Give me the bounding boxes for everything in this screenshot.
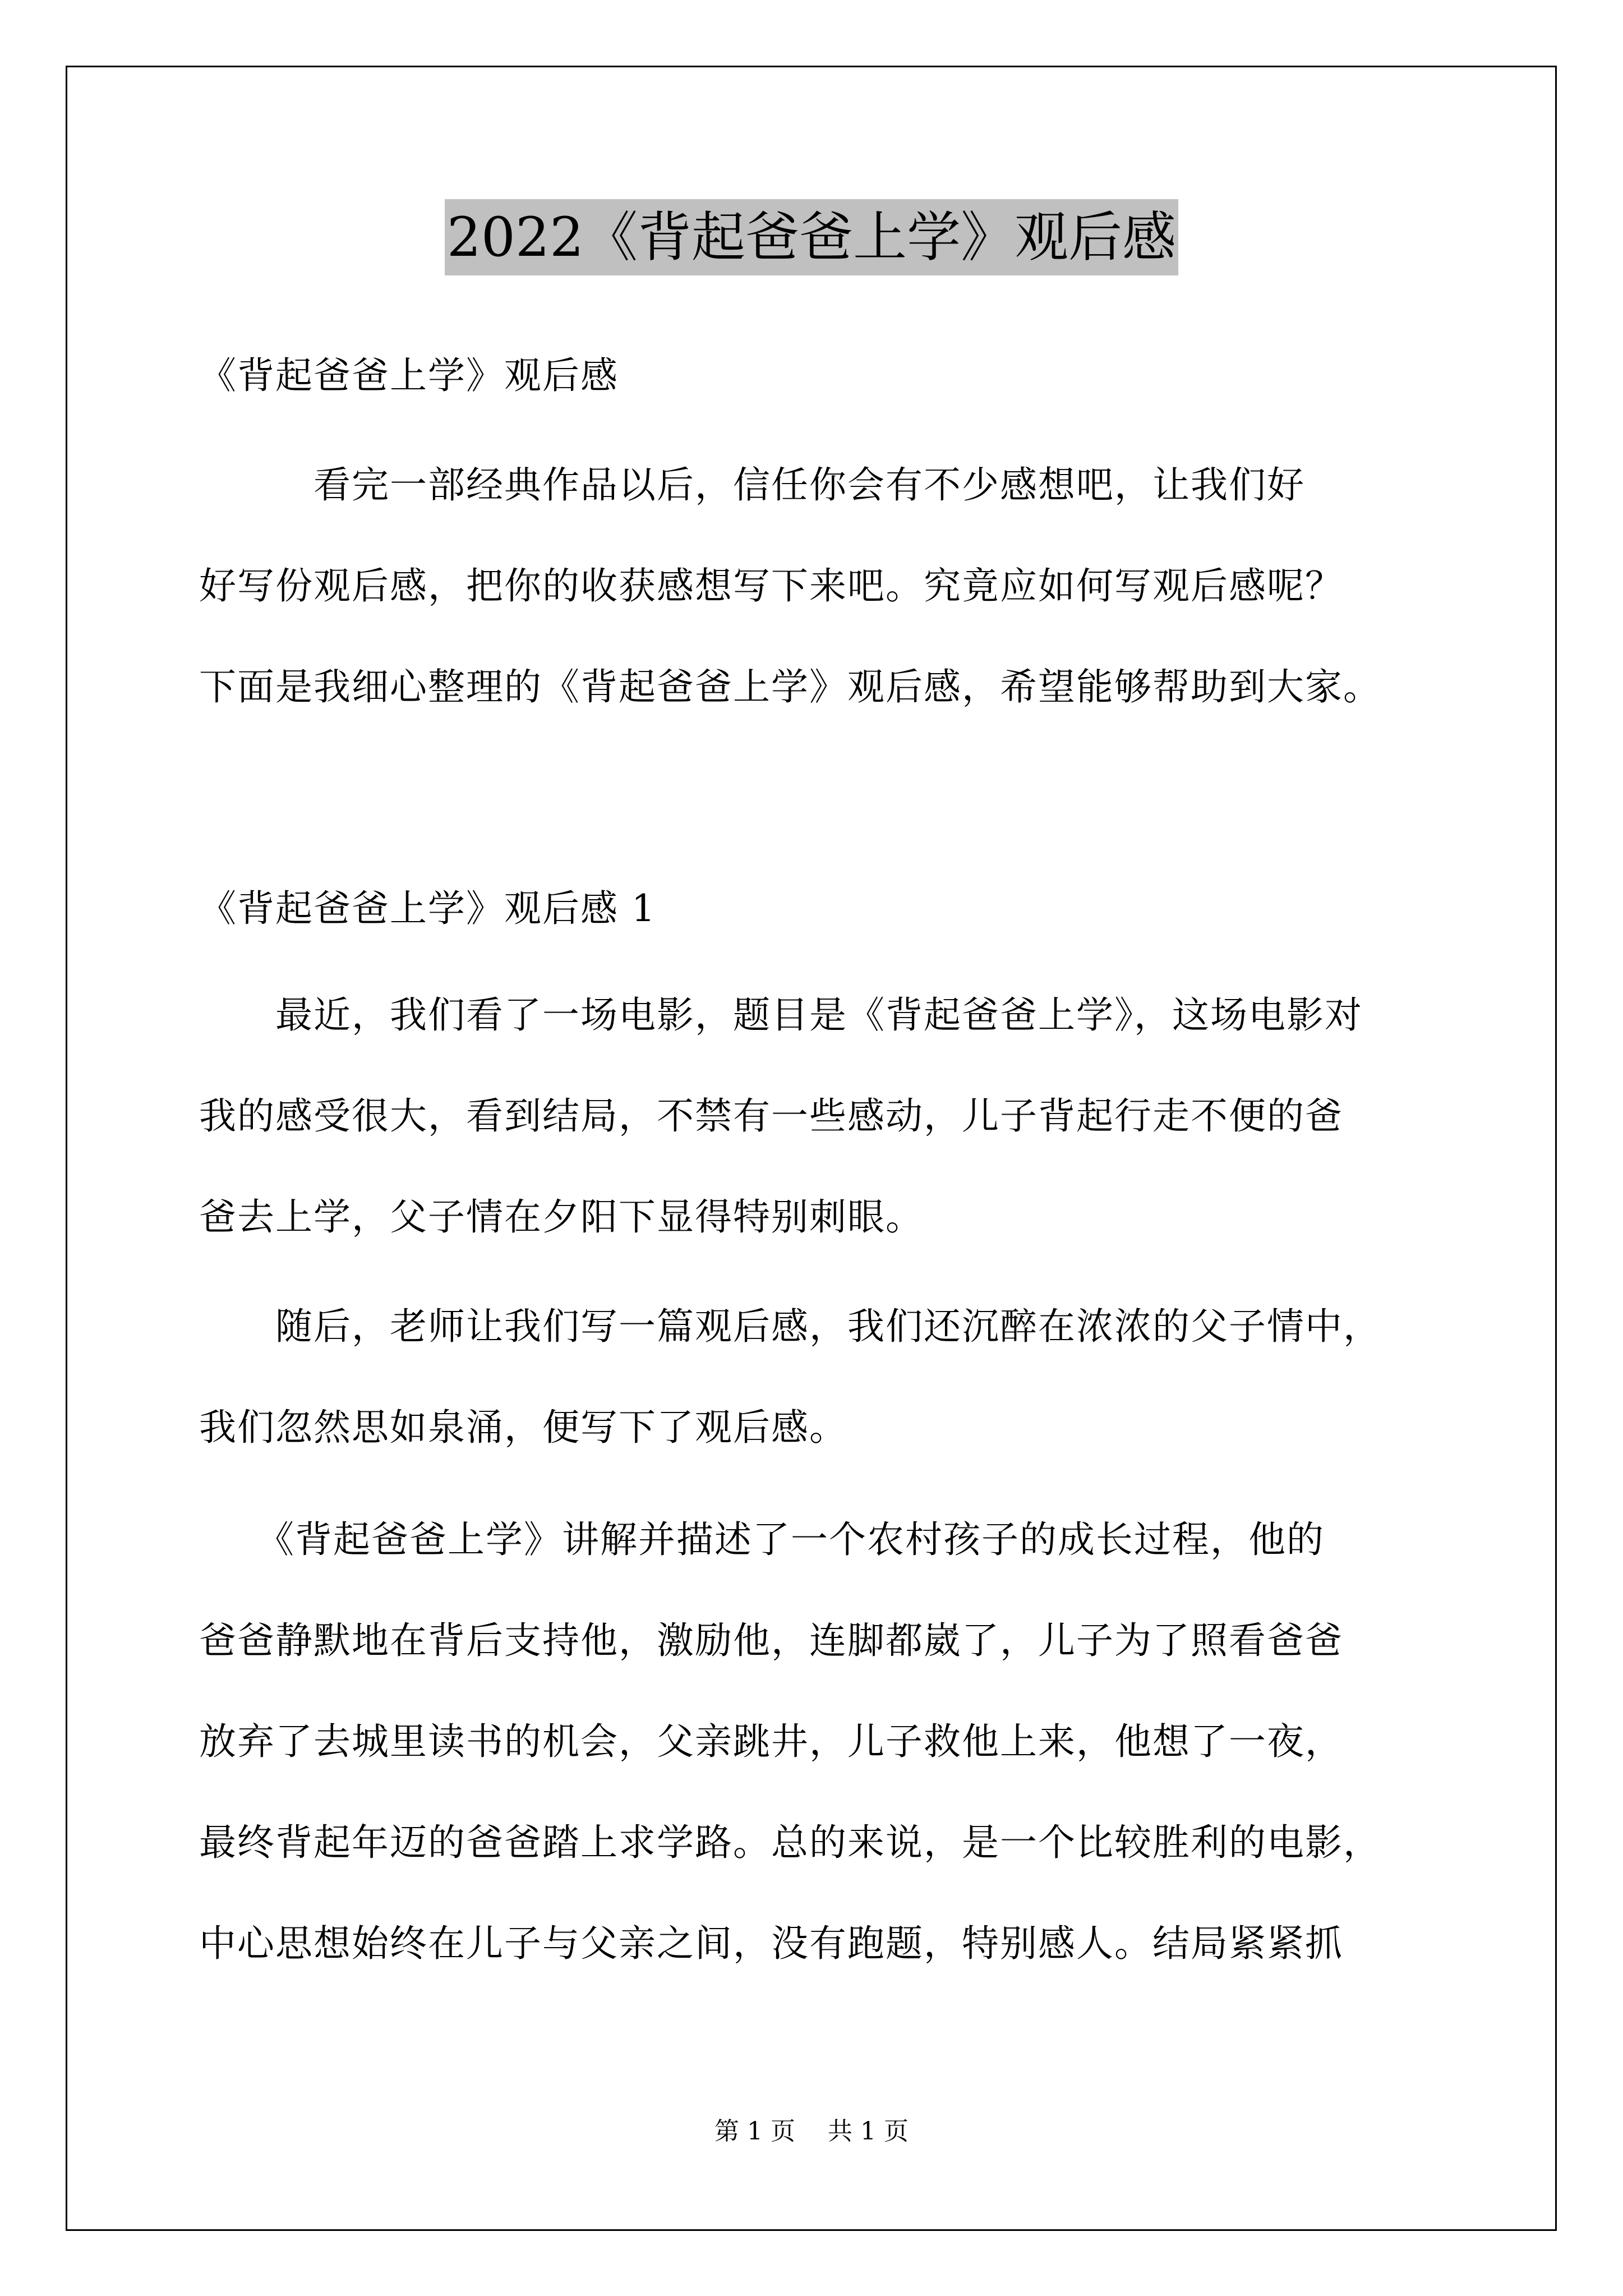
- section-heading-intro: 《背起爸爸上学》观后感: [199, 354, 619, 397]
- body-line: 下面是我细心整理的《背起爸爸上学》观后感，希望能够帮助到大家。: [199, 665, 1381, 708]
- body-line: 爸去上学，父子情在夕阳下显得特别刺眼。: [199, 1195, 924, 1239]
- body-line: 最近，我们看了一场电影，题目是《背起爸爸上学》，这场电影对: [199, 993, 1363, 1037]
- title-container: [0, 199, 1623, 275]
- body-line: 看完一部经典作品以后，信任你会有不少感想吧，让我们好: [199, 463, 1305, 507]
- body-line: 中心思想始终在儿子与父亲之间，没有跑题，特别感人。结局紧紧抓: [199, 1922, 1343, 1965]
- body-line: 好写份观后感，把你的收获感想写下来吧。究竟应如何写观后感呢？: [199, 564, 1343, 608]
- body-line: 爸爸静默地在背后支持他，激励他，连脚都崴了，儿子为了照看爸爸: [199, 1619, 1343, 1662]
- body-line: 最终背起年迈的爸爸踏上求学路。总的来说，是一个比较胜利的电影，: [199, 1821, 1381, 1864]
- document-title: 2022《背起爸爸上学》观后感: [445, 199, 1178, 275]
- body-line: 我的感受很大，看到结局，不禁有一些感动，儿子背起行走不便的爸: [199, 1094, 1343, 1138]
- body-line: 放弃了去城里读书的机会，父亲跳井，儿子救他上来，他想了一夜，: [199, 1720, 1343, 1763]
- section-heading-1: 《背起爸爸上学》观后感 1: [199, 887, 656, 930]
- body-line: 随后，老师让我们写一篇观后感，我们还沉醉在浓浓的父子情中，: [199, 1305, 1381, 1348]
- body-line: 《背起爸爸上学》讲解并描述了一个农村孩子的成长过程，他的: [199, 1518, 1325, 1561]
- page-footer: 第 1 页 共 1 页: [714, 2117, 909, 2146]
- body-line: 我们忽然思如泉涌，便写下了观后感。: [199, 1406, 847, 1449]
